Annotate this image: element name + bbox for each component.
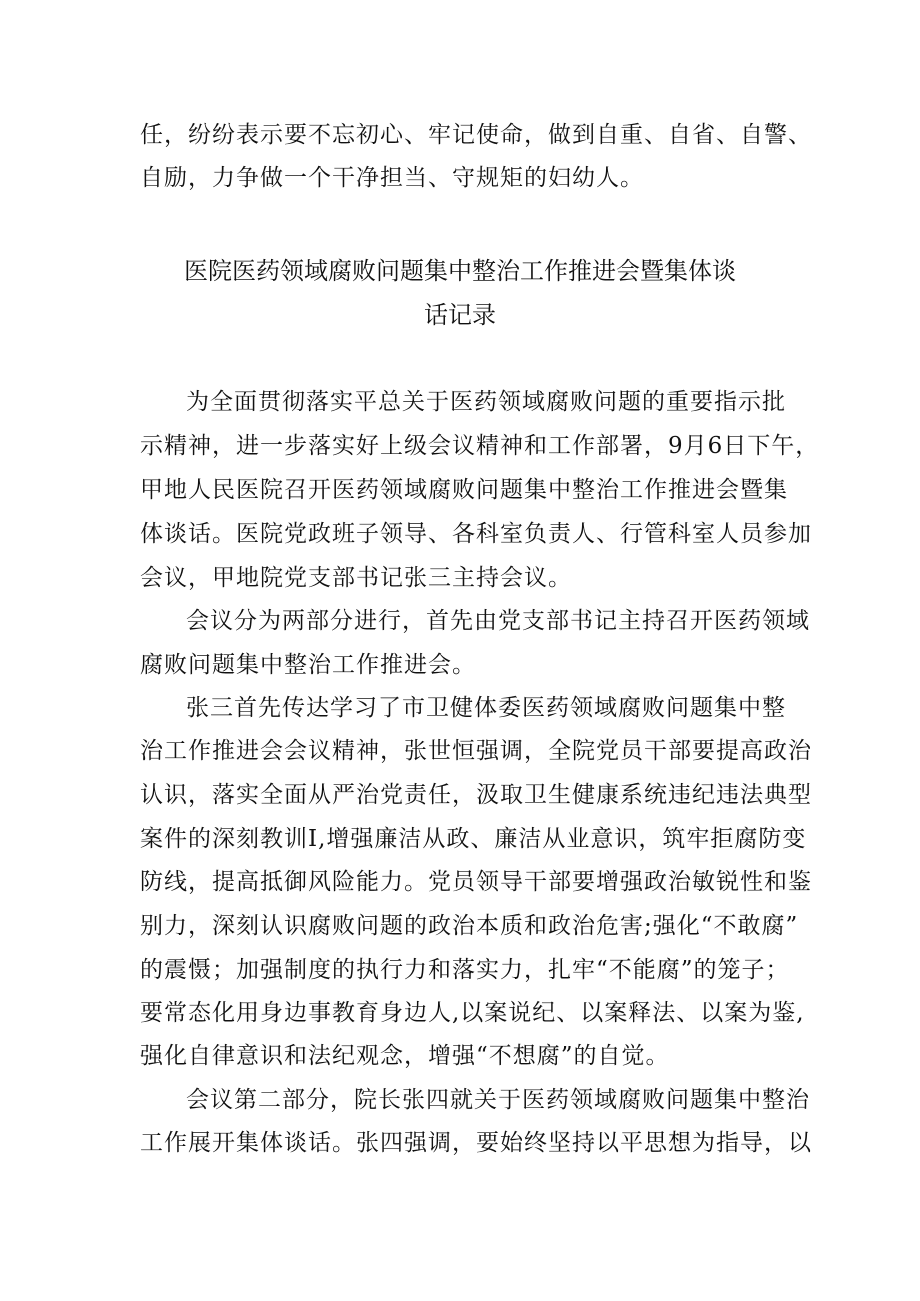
- paragraph4-line-1: 会议第二部分，院长张四就关于医药领域腐败问题集中整治: [186, 1087, 810, 1113]
- paragraph3-line-5: 防线，提高抵御风险能力。党员领导干部要增强政治敏锐性和鉴: [140, 869, 812, 895]
- paragraph2-line-2: 腐败问题集中整治工作推进会。: [140, 652, 476, 678]
- paragraph3-line-1: 张三首先传达学习了市卫健体委医药领域腐败问题集中整: [186, 695, 786, 721]
- paragraph3-line-2: 治工作推进会会议精神，张世恒强调，全院党员干部要提高政治: [140, 738, 812, 764]
- paragraph4-line-2: 工作展开集体谈话。张四强调，要始终坚持以平思想为指导，以: [140, 1130, 812, 1156]
- intro-line-2: 自励，力争做一个干净担当、守规矩的妇幼人。: [140, 165, 644, 191]
- paragraph3-line-8: 要常态化用身边事教育身边人,以案说纪、以案释法、以案为鉴,: [140, 1000, 805, 1026]
- paragraph1-line-3: 甲地人民医院召开医药领域腐败问题集中整治工作推进会暨集: [140, 477, 788, 503]
- paragraph2-line-1: 会议分为两部分进行，首先由党支部书记主持召开医药领域: [186, 608, 810, 634]
- paragraph3-line-3: 认识，落实全面从严治党责任，汲取卫生健康系统违纪违法典型: [140, 782, 812, 808]
- document-title-line-2: 话记录: [424, 301, 496, 329]
- paragraph3-line-9: 强化自律意识和法纪观念，增强“不想腐”的自觉。: [140, 1043, 670, 1069]
- intro-line-1: 任，纷纷表示要不忘初心、牢记使命，做到自重、自省、自警、: [140, 122, 812, 148]
- paragraph1-line-4: 体谈话。医院党政班子领导、各科室负责人、行管科室人员参加: [140, 521, 812, 547]
- paragraph3-line-7: 的震慑；加强制度的执行力和落实力，扎牢“不能腐”的笼子；: [140, 957, 790, 983]
- paragraph1-line-5: 会议，甲地院党支部书记张三主持会议。: [140, 565, 572, 591]
- paragraph1-line-2: 示精神，进一步落实好上级会议精神和工作部署，9月6日下午，: [140, 433, 820, 459]
- paragraph3-line-4: 案件的深刻教训I,增强廉洁从政、廉洁从业意识，筑牢拒腐防变: [140, 826, 807, 852]
- paragraph3-line-6: 别力，深刻认识腐败问题的政治本质和政治危害;强化“不敢腐”: [140, 913, 799, 939]
- document-title-line-1: 医院医药领域腐败问题集中整治工作推进会暨集体谈: [184, 257, 736, 285]
- paragraph1-line-1: 为全面贯彻落实平总关于医药领域腐败问题的重要指示批: [186, 389, 786, 415]
